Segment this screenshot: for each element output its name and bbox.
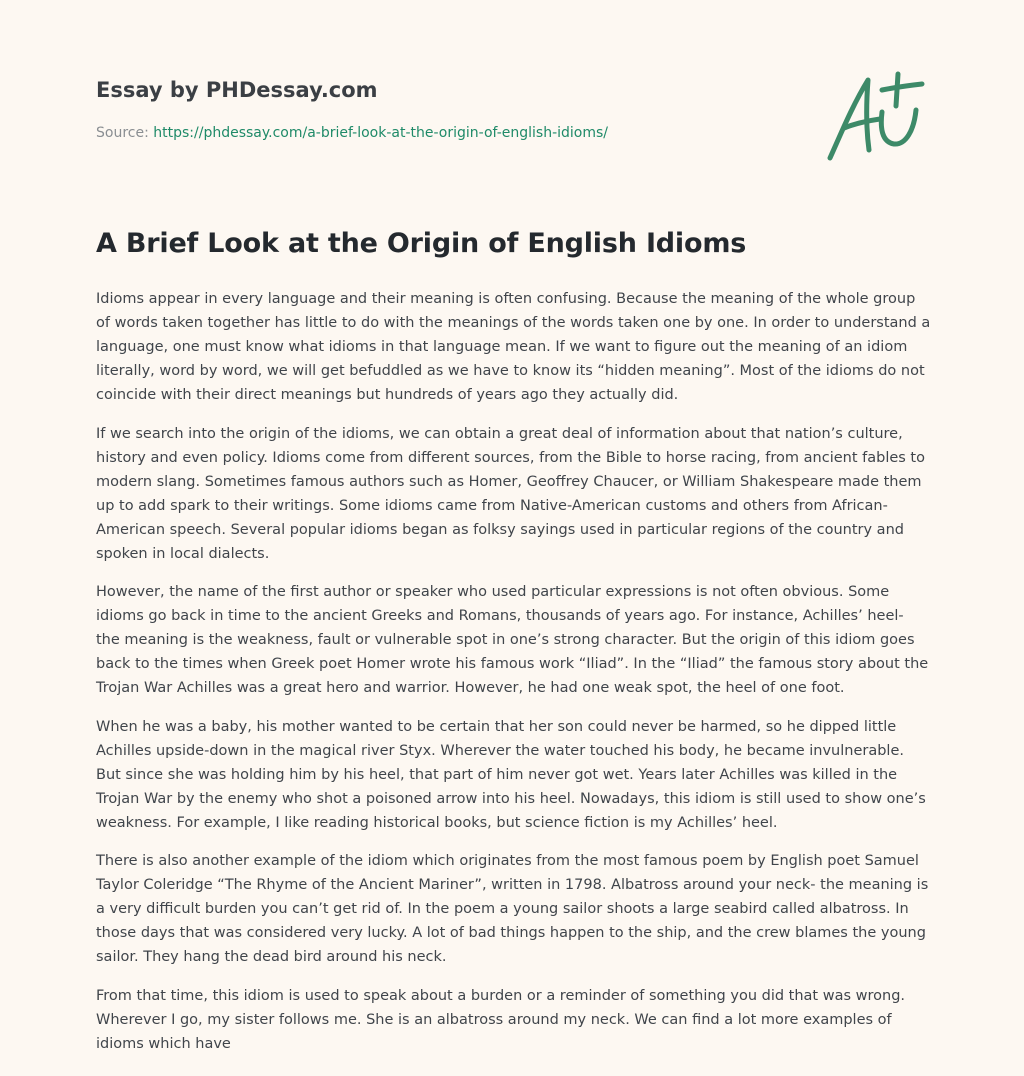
paragraph: There is also another example of the idiom which originates from the most famous poem by English poet Samuel Taylor Coleridge “The Rhyme of the Ancient Mariner”, written in 1798. Albatross around your neck- the meaning is a very difficult burden you can’t get rid of. In the poem a young sailor shoots a large seabird called albatross. In those days that was considered very lucky. A lot of bad things happen to the ship, and the crew blames the young sailor. They hang the dead bird around his neck.	[96, 853, 929, 965]
paragraph: Idioms appear in every language and their meaning is often confusing. Because the meaning of the whole group of words taken together has little to do with the meanings of the words taken one by one. In order to understand a language, one must know what idioms in that language mean. If we want to figure out the meaning of an idiom literally, word by word, we will get befuddled as we have to know its “hidden meaning”. Most of the idioms do not coincide with their direct meanings but hundreds of years ago they actually did.	[96, 291, 931, 403]
paragraph: If we search into the origin of the idioms, we can obtain a great deal of information about that nation’s culture, history and even policy. Idioms come from different sources, from the Bible to horse racing, from ancient fables to modern slang. Sometimes famous authors such as Homer, Geoffrey Chaucer, or William Shakespeare made them up to add spark to their writings. Some idioms came from Native-American customs and others from African-American speech. Several popular idioms began as folksy sayings used in particular regions of the country and spoken in local dialects.	[96, 425, 925, 562]
site-brand: Essay by PHDessay.com	[96, 78, 378, 102]
paragraph: However, the name of the first author or speaker who used particular expressions is not often obvious. Some idioms go back in time to the ancient Greeks and Romans, thousands of years ago. For instance, Achilles’ heel- the meaning is the weakness, fault or vulnerable spot in one’s strong character. But the origin of this idiom goes back to the times when Greek poet Homer wrote his famous work “Iliad”. In the “Iliad” the famous story about the Trojan War Achilles was a great hero and warrior. However, he had one weak spot, the heel of one foot.	[96, 584, 929, 696]
source-line	[96, 124, 796, 142]
paragraph: When he was a baby, his mother wanted to be certain that her son could never be harmed, so he dipped little Achilles upside-down in the magical river Styx. Wherever the water touched his body, he became invulnerable. But since she was holding him by his heel, that part of him never got wet. Years later Achilles was killed in the Trojan War by the enemy who shot a poisoned arrow into his heel. Nowadays, this idiom is still used to show one’s weakness. For example, I like reading historical books, but science fiction is my Achilles’ heel.	[96, 718, 926, 831]
a-plus-grade-logo	[822, 66, 932, 166]
article-body	[96, 287, 932, 1070]
source-label: Source:	[96, 125, 149, 141]
page-header	[96, 76, 796, 142]
paragraph: From that time, this idiom is used to speak about a burden or a reminder of something you did that was wrong. Wherever I go, my sister follows me. She is an albatross around my neck. We can find a lot more examples of idioms which have	[96, 987, 906, 1052]
source-link[interactable]: https://phdessay.com/a-brief-look-at-the-origin-of-english-idioms/	[153, 125, 609, 141]
article-title: A Brief Look at the Origin of English Idioms	[96, 228, 747, 259]
